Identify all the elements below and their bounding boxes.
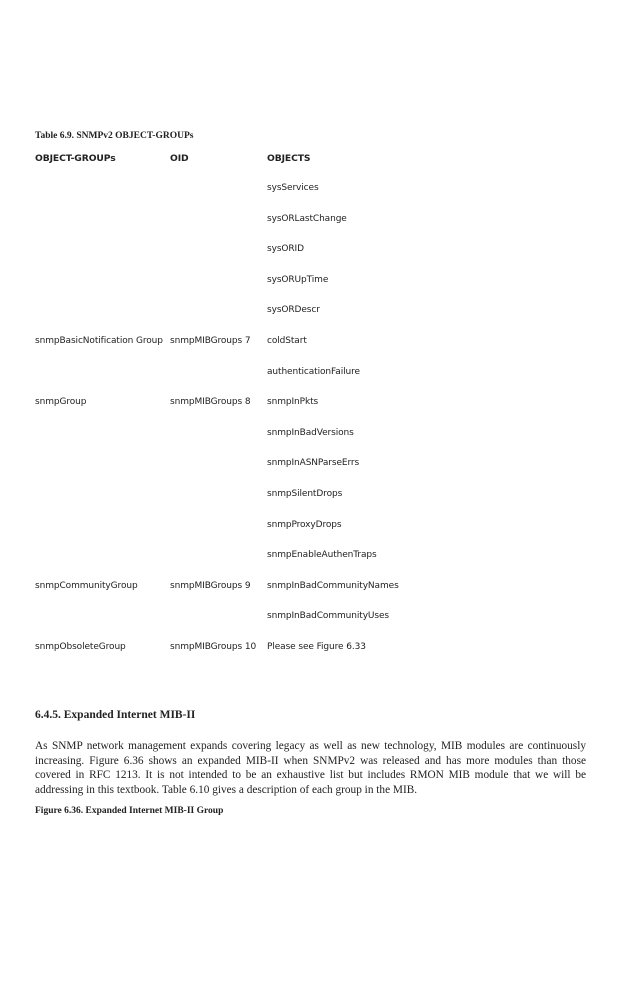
group-cell: snmpCommunityGroup (35, 581, 138, 591)
object-cell: snmpInBadCommunityNames (267, 581, 399, 591)
object-cell: snmpSilentDrops (267, 489, 343, 499)
oid-cell: snmpMIBGroups 8 (170, 397, 251, 407)
object-cell: sysORDescr (267, 305, 320, 315)
object-cell: sysORLastChange (267, 214, 347, 224)
header-objects: OBJECTS (267, 153, 311, 164)
object-cell: snmpInBadCommunityUses (267, 611, 390, 621)
oid-cell: snmpMIBGroups 7 (170, 336, 251, 346)
object-cell: snmpProxyDrops (267, 520, 342, 530)
object-cell: snmpInPkts (267, 397, 319, 407)
body-paragraph: As SNMP network management expands covering legacy as well as new technology, MIB modules are continuously increasing. Figure 6.36 shows an expanded MIB-II when SNMPv2 was released and has more modules than those covered in RFC 1213. It is not intended to be an exhaustive list but includes RMON MIB module that we will be addressing in this textbook. Table 6.10 gives a description of each group in the MIB. (35, 740, 586, 796)
object-cell: sysORUpTime (267, 275, 329, 285)
section-heading: 6.4.5. Expanded Internet MIB-II (35, 709, 196, 721)
object-cell: sysORID (267, 244, 304, 254)
object-cell: coldStart (267, 336, 307, 346)
table-caption: Table 6.9. SNMPv2 OBJECT-GROUPs (35, 131, 194, 141)
oid-cell: snmpMIBGroups 10 (170, 642, 257, 652)
oid-cell: snmpMIBGroups 9 (170, 581, 251, 591)
group-cell: snmpObsoleteGroup (35, 642, 126, 652)
header-oid: OID (170, 153, 189, 164)
object-cell: authenticationFailure (267, 367, 360, 377)
object-cell: sysServices (267, 183, 319, 193)
object-cell: snmpInBadVersions (267, 428, 354, 438)
header-object-groups: OBJECT-GROUPs (35, 153, 116, 164)
group-cell: snmpGroup (35, 397, 87, 407)
object-cell: snmpInASNParseErrs (267, 458, 360, 468)
object-cell: snmpEnableAuthenTraps (267, 550, 377, 560)
object-cell: Please see Figure 6.33 (267, 642, 366, 652)
figure-caption: Figure 6.36. Expanded Internet MIB-II Group (35, 806, 224, 816)
group-cell: snmpBasicNotification Group (35, 336, 163, 346)
